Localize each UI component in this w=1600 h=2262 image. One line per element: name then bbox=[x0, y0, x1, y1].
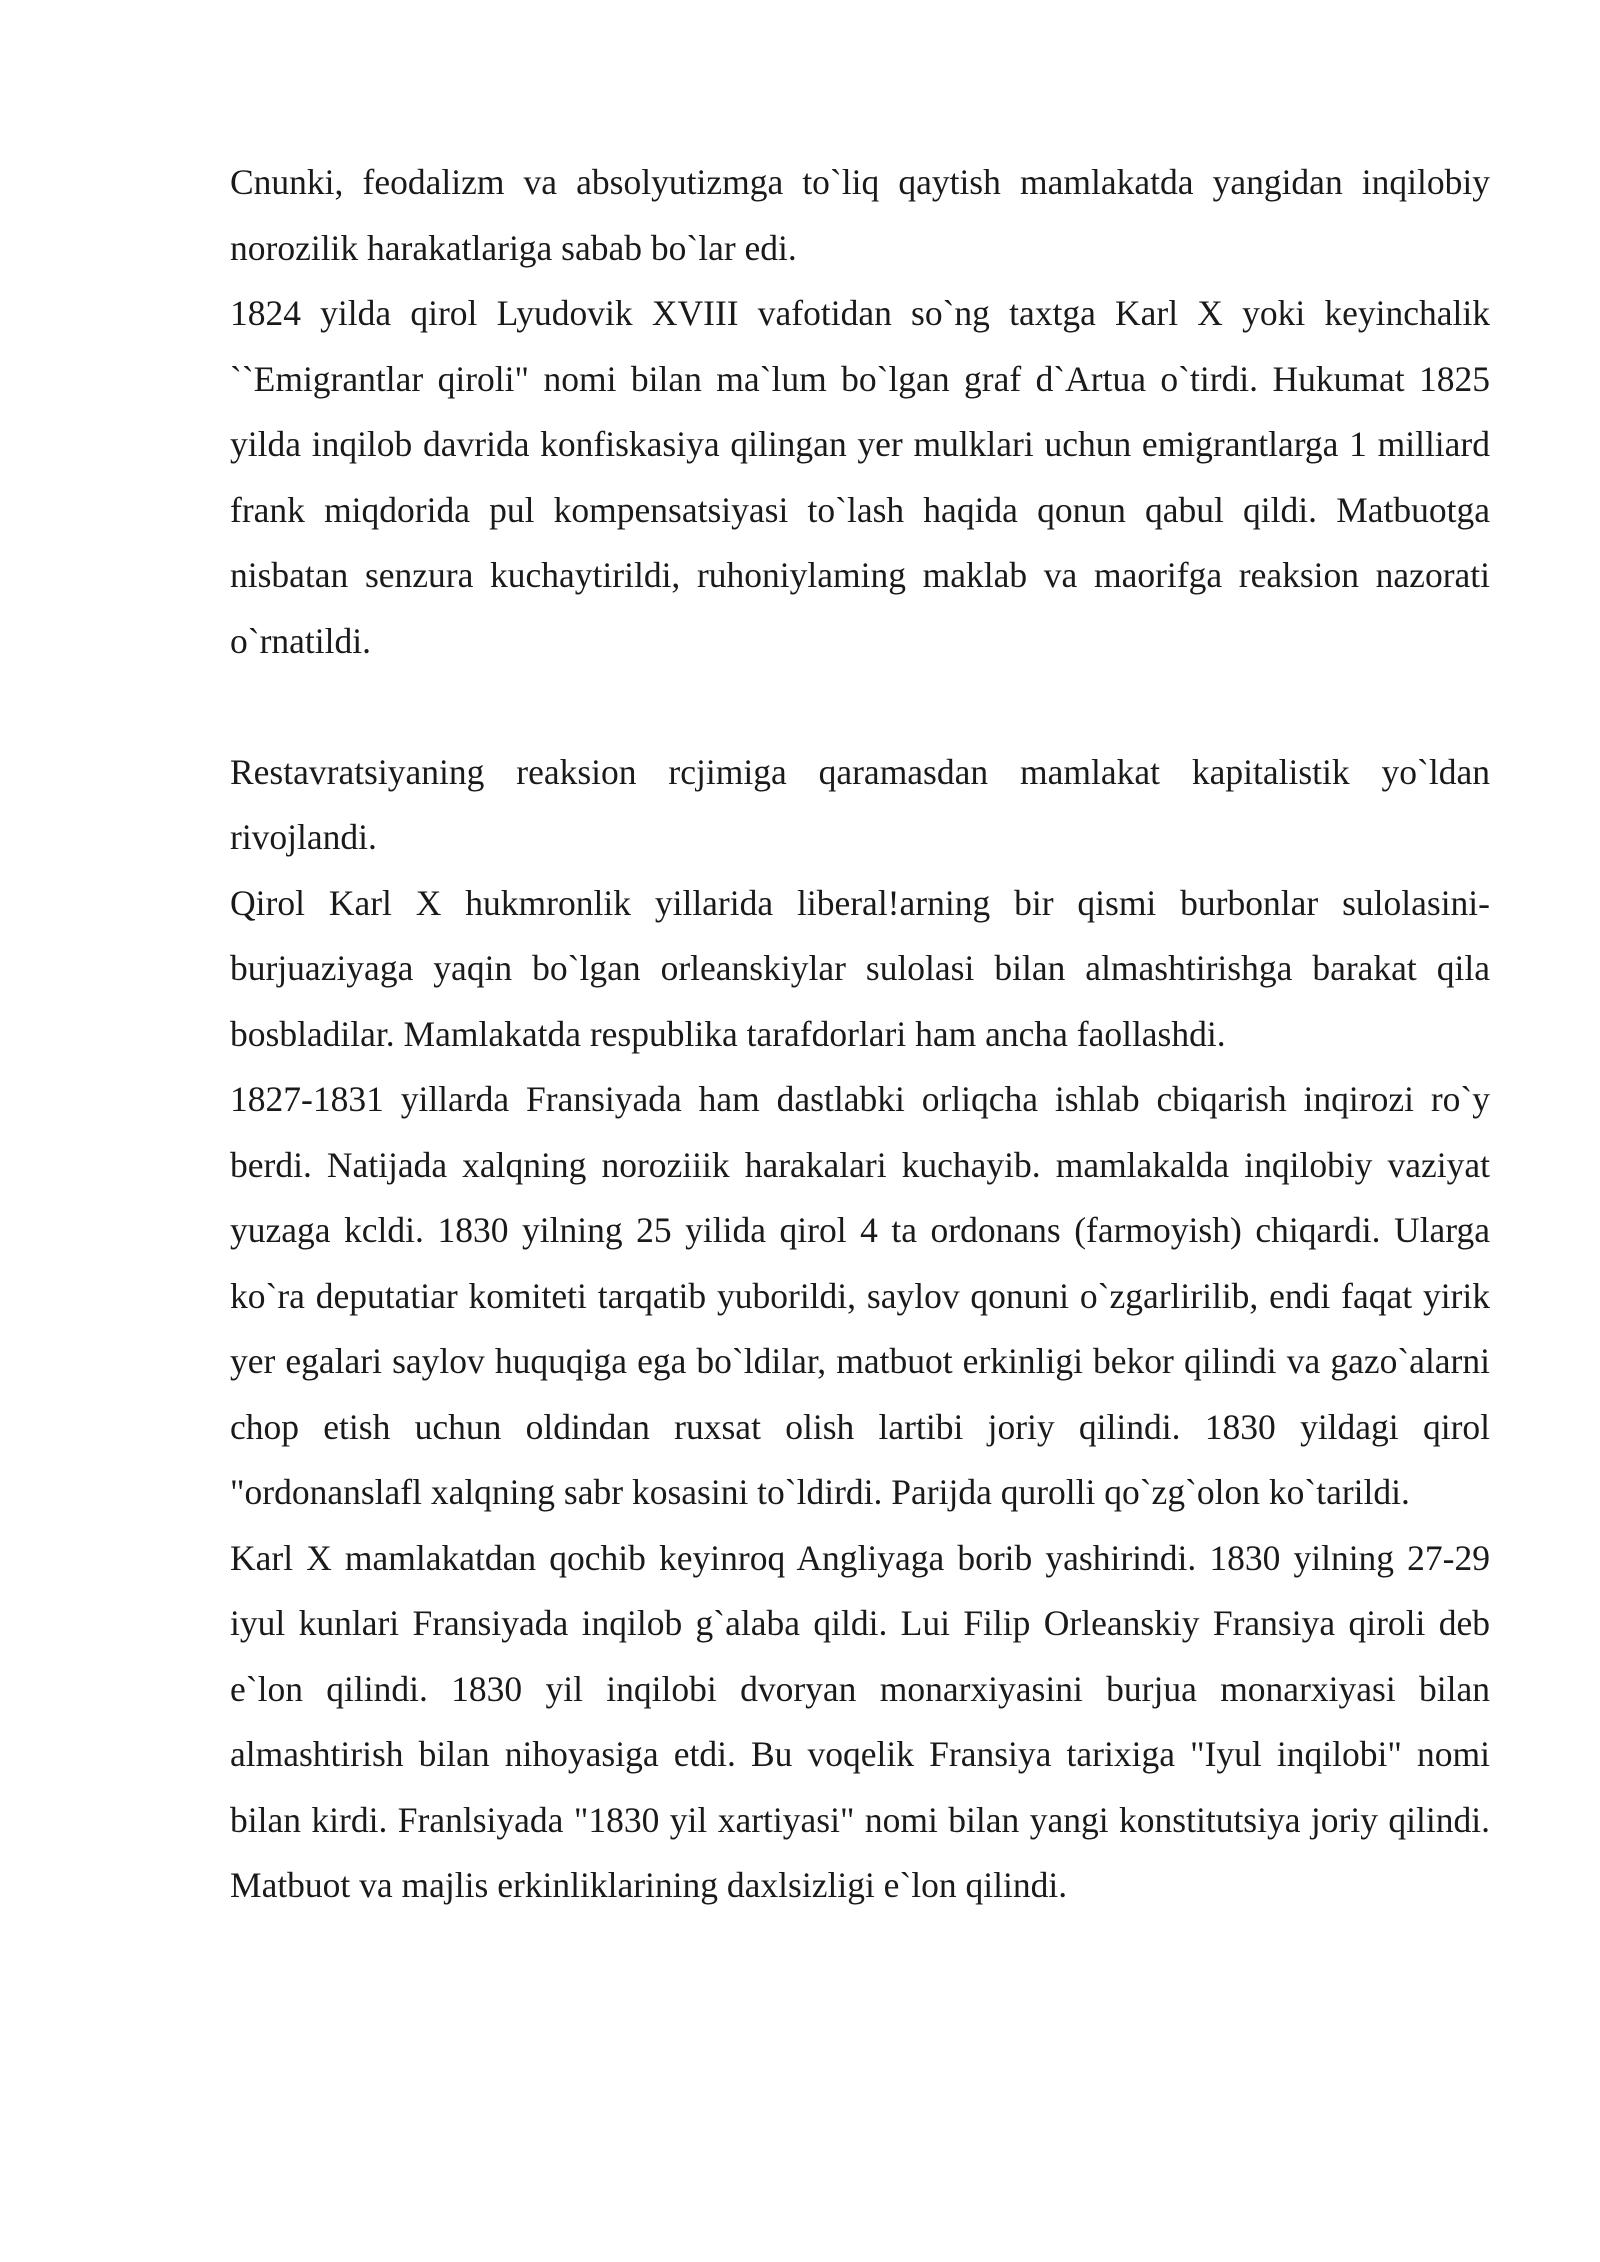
document-body bbox=[230, 150, 1490, 1919]
paragraph-crisis-ordinances: 1827-1831 yillarda Fransiyada ham dastlabki orliqcha ishlab cbiqarish inqirozi ro`y berdi. Natijada xalqning noroziiik harakalari kuchayib. mamlakalda inqilobiy vaziyat yuzaga kcldi. 1830 yilning 25 yilida qirol 4 ta ordonans (farmoyish) chiqardi. Ularga ko`ra deputatiar komiteti tarqatib yuborildi, saylov qonuni o`zgarlirilib, endi faqat yirik yer egalari saylov huquqiga ega bo`ldilar, matbuot erkinligi bekor qilindi va gazo`alarni chop etish uchun oldindan ruxsat olish lartibi joriy qilindi. 1830 yildagi qirol "ordonanslafl xalqning sabr kosasini to`ldirdi. Parijda qurolli qo`zg`olon ko`tarildi. bbox=[230, 1079, 1490, 1512]
paragraph-karl-x-accession: 1824 yilda qirol Lyudovik XVIII vafotidan so`ng taxtga Karl X yoki keyinchalik ``Emigrantlar qiroli" nomi bilan ma`lum bo`lgan graf d`Artua o`tirdi. Hukumat 1825 yilda inqilob davrida konfiskasiya qilingan yer mulklari uchun emigrantlarga 1 milliard frank miqdorida pul kompensatsiyasi to`lash haqida qonun qabul qildi. Matbuotga nisbatan senzura kuchaytirildi, ruhoniylaming maklab va maorifga reaksion nazorati o`rnatildi. bbox=[230, 293, 1490, 661]
paragraph-july-revolution: Karl X mamlakatdan qochib keyinroq Angliyaga borib yashirindi. 1830 yilning 27-29 iyul kunlari Fransiyada inqilob g`alaba qildi. Lui Filip Orleanskiy Fransiya qiroli deb e`lon qilindi. 1830 yil inqilobi dvoryan monarxiyasini burjua monarxiyasi bilan almashtirish bilan nihoyasiga etdi. Bu voqelik Fransiya tarixiga "Iyul inqilobi" nomi bilan kirdi. Franlsiyada "1830 yil xartiyasi" nomi bilan yangi konstitutsiya joriy qilindi. Matbuot va majlis erkinliklarining daxlsizligi e`lon qilindi. bbox=[230, 1537, 1490, 1905]
paragraph-liberals: Qirol Karl X hukmronlik yillarida liberal!arning bir qismi burbonlar sulolasini-burjuaziyaga yaqin bo`lgan orleanskiylar sulolasi bilan almashtirishga barakat qila bosbladilar. Mamlakatda respublika tarafdorlari ham ancha faollashdi. bbox=[230, 882, 1490, 1054]
paragraph-feudalism: Cnunki, feodalizm va absolyutizmga to`liq qaytish mamlakatda yangidan inqilobiy norozilik harakatlariga sabab bo`lar edi. bbox=[230, 162, 1490, 268]
paragraph-restoration-development: Restavratsiyaning reaksion rcjimiga qaramasdan mamlakat kapitalistik yo`ldan rivojlandi. bbox=[230, 751, 1490, 857]
